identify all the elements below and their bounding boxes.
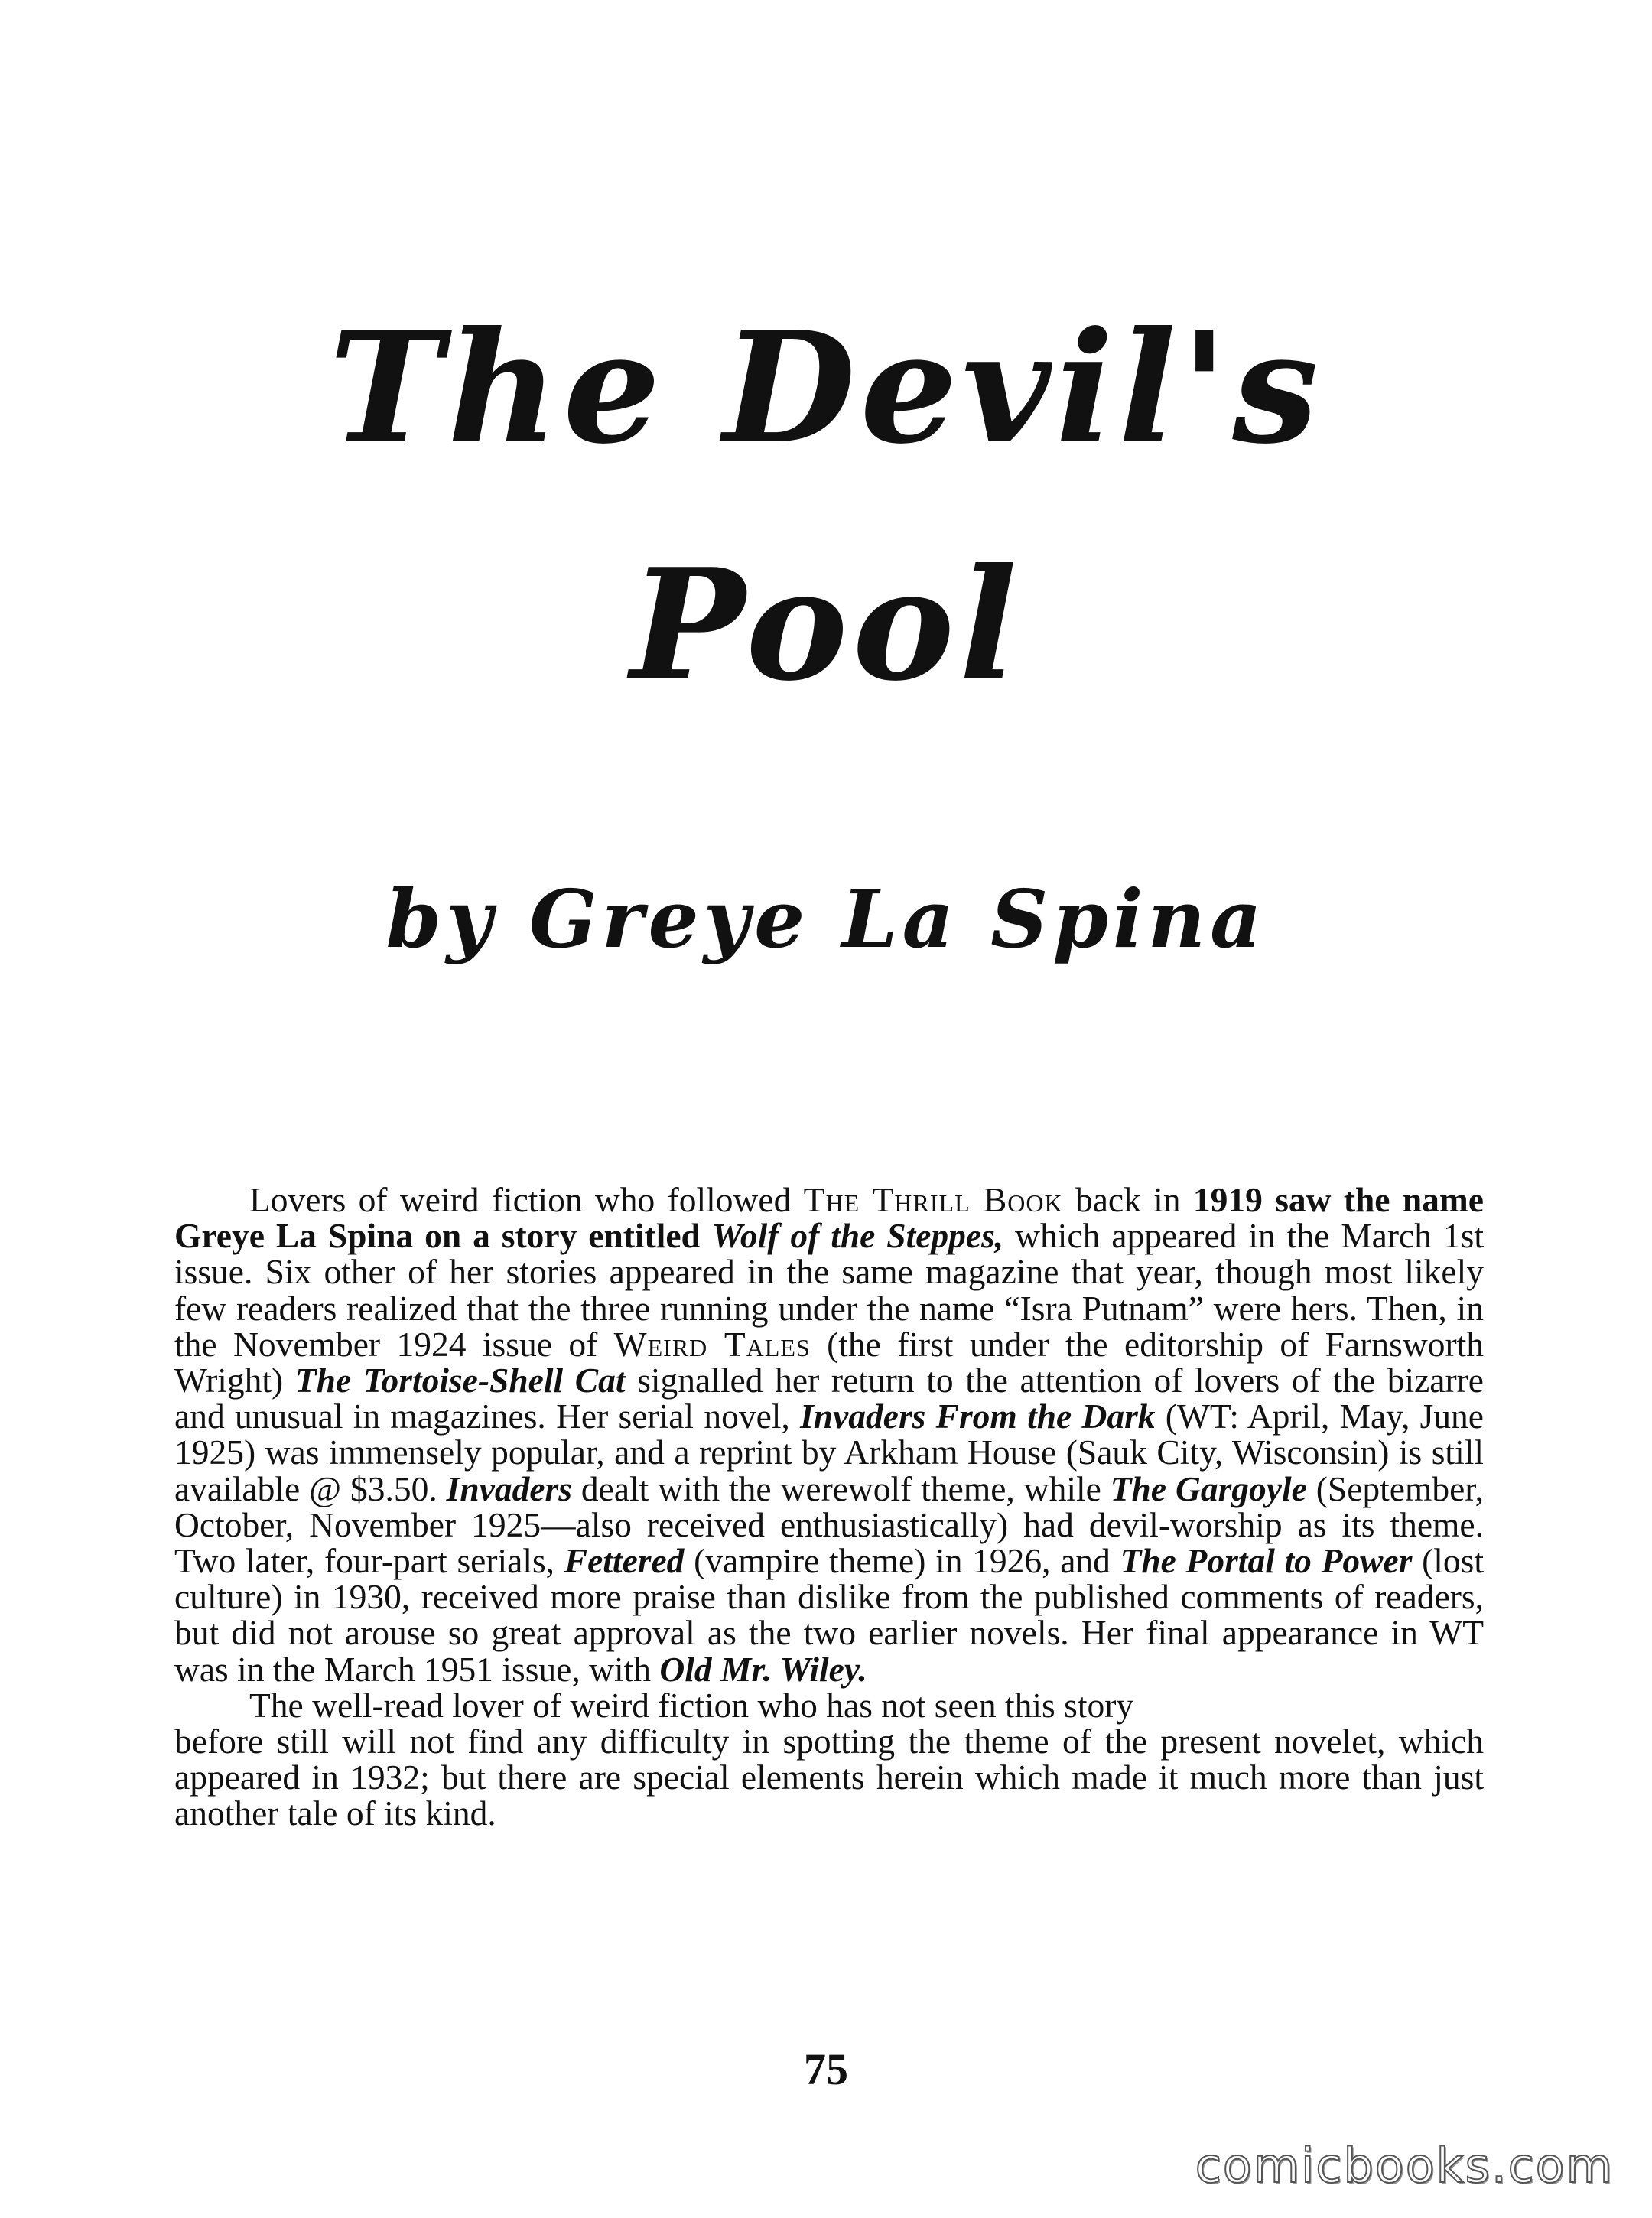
intro-text-run: (vampire theme) in 1926, and bbox=[684, 1541, 1120, 1581]
intro-text-run: (lost culture) in 1930, received more praise than dislike from the published comments of readers, but did not arouse so great approval as the two earlier novels. Her final appearance in WT was in the March 1951 issue, with bbox=[174, 1541, 1484, 1689]
intro-text-run: The Thrill Book bbox=[803, 1180, 1063, 1219]
intro-text-run: Old Mr. Wiley. bbox=[659, 1649, 867, 1689]
intro-paragraph-1 bbox=[174, 1182, 1484, 1687]
intro-text-run: dealt with the werewolf theme, while bbox=[571, 1468, 1111, 1508]
intro-text-run: (the first under the editorship of Farnsworth Wright) bbox=[174, 1324, 1485, 1400]
intro-text-run: The Gargoyle bbox=[1110, 1468, 1307, 1508]
intro-text-run: Invaders From the Dark bbox=[800, 1397, 1156, 1436]
intro-paragraph-2-rest: before still will not find any difficulty in spotting the theme of the present novelet, which appeared in 1932; but there are special elements herein which made it much more than just another tale of its kind. bbox=[174, 1722, 1484, 1833]
intro-text-run: 1919 saw the name Greye La Spina on a story entitled bbox=[174, 1180, 1484, 1256]
intro-text-run: Lovers of weird fiction who followed bbox=[249, 1180, 804, 1219]
intro-text-run: signalled her return to the attention of lovers of the bizarre and unusual in magazines. Her serial novel, bbox=[174, 1361, 1485, 1436]
story-title-line-2: Pool bbox=[630, 535, 1022, 715]
intro-text-run: (WT: April, May, June 1925) was immensely popular, and a reprint by Arkham House (Sauk City, Wisconsin) is still available @ $3.50. bbox=[174, 1397, 1484, 1508]
intro-text-run: The Portal to Power bbox=[1120, 1541, 1413, 1581]
intro-text-run: Wolf of the Steppes, bbox=[711, 1216, 1004, 1256]
intro-text-run: Invaders bbox=[446, 1468, 572, 1508]
intro-text-run: The Tortoise-Shell Cat bbox=[294, 1361, 626, 1400]
intro-text-run: Fettered bbox=[564, 1541, 685, 1581]
intro-text-run: back in bbox=[1062, 1180, 1193, 1219]
intro-text-run: Weird Tales bbox=[613, 1324, 811, 1364]
page-number: 75 bbox=[804, 2044, 848, 2094]
editorial-introduction bbox=[174, 1182, 1484, 1832]
author-byline: by Greye La Spina bbox=[385, 872, 1267, 966]
watermark-logo: comicbooks.com bbox=[1195, 2138, 1614, 2194]
story-title-line-1: The Devil's bbox=[329, 298, 1323, 478]
intro-paragraph-2 bbox=[174, 1687, 1484, 1832]
intro-paragraph-2-first-line: The well-read lover of weird fiction who has not seen this story bbox=[249, 1685, 1134, 1725]
intro-text-run: (September, October, November 1925—also received enthusiastically) had devil-worship as its theme. Two later, four-part serials, bbox=[174, 1468, 1485, 1581]
intro-text-run: which appeared in the March 1st issue. Six other of her stories appeared in the same magazine that year, though most likely few readers realized that the three running under the name “Isra Putnam” were hers. Then, in the November 1924 issue of bbox=[174, 1216, 1484, 1364]
